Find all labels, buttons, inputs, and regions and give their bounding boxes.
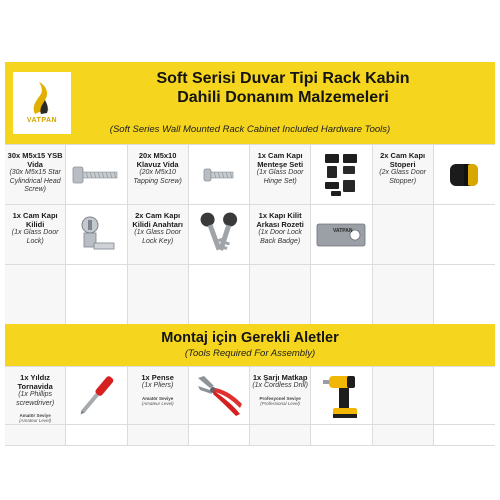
hardware-sheet bbox=[5, 62, 495, 445]
hardware-item-label: 20x M5x10 Klavuz Vida (20x M5x10 Tapping Screw) bbox=[128, 145, 189, 205]
logo-flame-icon bbox=[27, 80, 57, 116]
hardware-item-image bbox=[311, 145, 372, 205]
tapping-screw-icon bbox=[202, 167, 236, 183]
hardware-item-image bbox=[311, 205, 372, 265]
empty-cell bbox=[311, 265, 372, 325]
empty-cell bbox=[250, 265, 311, 325]
tools-title: Montaj için Gerekli Aletler bbox=[161, 330, 339, 346]
hardware-item-label: 30x M5x15 YSB Vida (30x M5x15 Star Cylindrical Head Screw) bbox=[5, 145, 66, 205]
hardware-item-image bbox=[66, 205, 127, 265]
empty-cell bbox=[189, 265, 250, 325]
badge-logo-text: VATPAN bbox=[333, 227, 353, 234]
empty-cell bbox=[311, 425, 372, 446]
lock-keys-icon bbox=[197, 209, 241, 261]
tool-item-image bbox=[311, 367, 372, 425]
pliers-icon bbox=[194, 374, 244, 418]
cordless-drill-icon bbox=[319, 370, 363, 422]
empty-cell bbox=[5, 265, 66, 325]
hardware-item-label: 1x Kapı Kilit Arkası Rozeti (1x Door Lock Back Badge) bbox=[250, 205, 311, 265]
hardware-item-image bbox=[189, 205, 250, 265]
empty-cell bbox=[128, 265, 189, 325]
logo-text: VATPAN bbox=[26, 117, 58, 124]
empty-cell bbox=[128, 425, 189, 446]
empty-cell bbox=[434, 425, 495, 446]
hardware-item-label: 2x Cam Kapı Stoperi (2x Glass Door Stopper) bbox=[373, 145, 434, 205]
empty-cell bbox=[250, 425, 311, 446]
empty-cell bbox=[373, 425, 434, 446]
tool-item-label: 1x Yıldız Tornavida (1x Phillips screwdriver) Amatör Seviye (Amateur Level) bbox=[5, 367, 66, 425]
page-title-line2: Dahili Donanım Malzemeleri bbox=[177, 89, 389, 106]
empty-cell bbox=[434, 265, 495, 325]
cylindrical-screw-icon bbox=[71, 164, 121, 186]
tools-grid bbox=[5, 366, 495, 446]
hardware-item-label: 1x Cam Kapı Menteşe Seti (1x Glass Door Hinge Set) bbox=[250, 145, 311, 205]
tools-subtitle: (Tools Required For Assembly) bbox=[184, 348, 316, 359]
hardware-grid bbox=[5, 144, 495, 325]
empty-cell bbox=[66, 265, 127, 325]
tool-item-label: 1x Pense (1x Pliers) Amatör Seviye (Amateur Level) bbox=[128, 367, 189, 425]
empty-cell bbox=[373, 205, 434, 265]
hardware-item-label: 2x Cam Kapı Kilidi Anahtarı (1x Glass Door Lock Key) bbox=[128, 205, 189, 265]
door-stopper-icon bbox=[448, 160, 480, 190]
tools-banner bbox=[5, 324, 495, 366]
hardware-item-label: 1x Cam Kapı Kilidi (1x Glass Door Lock) bbox=[5, 205, 66, 265]
hardware-item-image bbox=[189, 145, 250, 205]
empty-cell bbox=[373, 367, 434, 425]
door-lock-icon bbox=[74, 213, 118, 257]
empty-cell bbox=[5, 425, 66, 446]
empty-cell bbox=[434, 367, 495, 425]
lock-badge-icon bbox=[315, 220, 367, 250]
hardware-item-image bbox=[434, 145, 495, 205]
tool-item-label: 1x Şarjı Matkap (1x Cordless Drill) Profesyonel Seviye (Professional Level) bbox=[250, 367, 311, 425]
tool-item-image bbox=[189, 367, 250, 425]
header-banner bbox=[5, 62, 495, 144]
screwdriver-icon bbox=[76, 372, 116, 420]
empty-cell bbox=[66, 425, 127, 446]
page-title-line1: Soft Serisi Duvar Tipi Rack Kabin bbox=[156, 70, 410, 87]
hardware-item-image bbox=[66, 145, 127, 205]
empty-cell bbox=[189, 425, 250, 446]
tool-item-image bbox=[66, 367, 127, 425]
page-subtitle: (Soft Series Wall Mounted Rack Cabinet Included Hardware Tools) bbox=[109, 124, 391, 135]
hinge-set-icon bbox=[321, 152, 361, 198]
empty-cell bbox=[434, 205, 495, 265]
empty-cell bbox=[373, 265, 434, 325]
